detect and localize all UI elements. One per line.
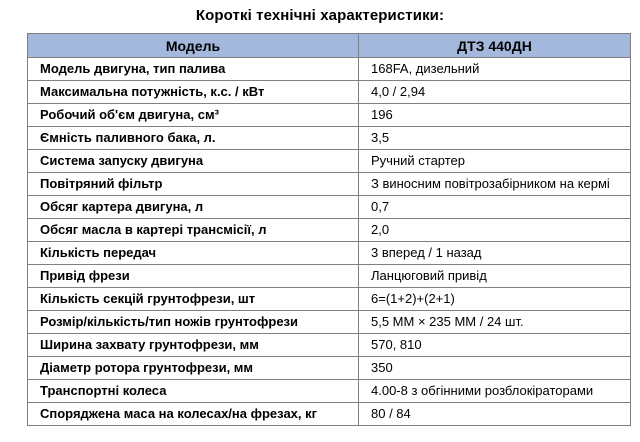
table-row	[28, 357, 631, 380]
table-row	[28, 58, 631, 81]
spec-value: Ручний стартер	[359, 150, 631, 173]
spec-label: Обсяг картера двигуна, л	[28, 196, 359, 219]
spec-value: 5,5 ММ × 235 ММ / 24 шт.	[359, 311, 631, 334]
spec-value: 2,0	[359, 219, 631, 242]
spec-value: З виносним повітрозабірником на кермі	[359, 173, 631, 196]
spec-value: 3,5	[359, 127, 631, 150]
spec-label: Система запуску двигуна	[28, 150, 359, 173]
spec-value: 168FA, дизельний	[359, 58, 631, 81]
spec-value: 0,7	[359, 196, 631, 219]
spec-label: Максимальна потужність, к.с. / кВт	[28, 81, 359, 104]
table-row	[28, 380, 631, 403]
spec-label: Кількість секцій грунтофрези, шт	[28, 288, 359, 311]
spec-label: Привід фрези	[28, 265, 359, 288]
spec-label: Модель двигуна, тип палива	[28, 58, 359, 81]
table-row	[28, 242, 631, 265]
spec-label: Ємність паливного бака, л.	[28, 127, 359, 150]
spec-label: Транспортні колеса	[28, 380, 359, 403]
header-model-cell: Модель	[28, 34, 359, 58]
table-row	[28, 403, 631, 426]
spec-value: 4.00-8 з обгінними розблокіраторами	[359, 380, 631, 403]
spec-label: Споряджена маса на колесах/на фрезах, кг	[28, 403, 359, 426]
table-row	[28, 196, 631, 219]
table-row	[28, 311, 631, 334]
table-row	[28, 265, 631, 288]
spec-value: 350	[359, 357, 631, 380]
table-row	[28, 150, 631, 173]
spec-value: 196	[359, 104, 631, 127]
spec-label: Кількість передач	[28, 242, 359, 265]
table-row	[28, 288, 631, 311]
spec-value: Ланцюговий привід	[359, 265, 631, 288]
table-row	[28, 173, 631, 196]
table-row	[28, 219, 631, 242]
table-row	[28, 104, 631, 127]
spec-label: Обсяг масла в картері трансмісії, л	[28, 219, 359, 242]
table-row	[28, 81, 631, 104]
spec-label: Робочий об'єм двигуна, см³	[28, 104, 359, 127]
table-row	[28, 334, 631, 357]
spec-label: Повітряний фільтр	[28, 173, 359, 196]
spec-table	[27, 33, 631, 426]
spec-label: Розмір/кількість/тип ножів грунтофрези	[28, 311, 359, 334]
spec-value: 6=(1+2)+(2+1)	[359, 288, 631, 311]
spec-label: Ширина захвату грунтофрези, мм	[28, 334, 359, 357]
table-row	[28, 127, 631, 150]
spec-label: Діаметр ротора грунтофрези, мм	[28, 357, 359, 380]
spec-value: 570, 810	[359, 334, 631, 357]
spec-value: 3 вперед / 1 назад	[359, 242, 631, 265]
header-model-value-cell: ДТЗ 440ДН	[359, 34, 631, 58]
table-header-row	[28, 34, 631, 58]
page-title: Короткі технічні характеристики:	[195, 7, 445, 24]
spec-value: 4,0 / 2,94	[359, 81, 631, 104]
spec-value: 80 / 84	[359, 403, 631, 426]
